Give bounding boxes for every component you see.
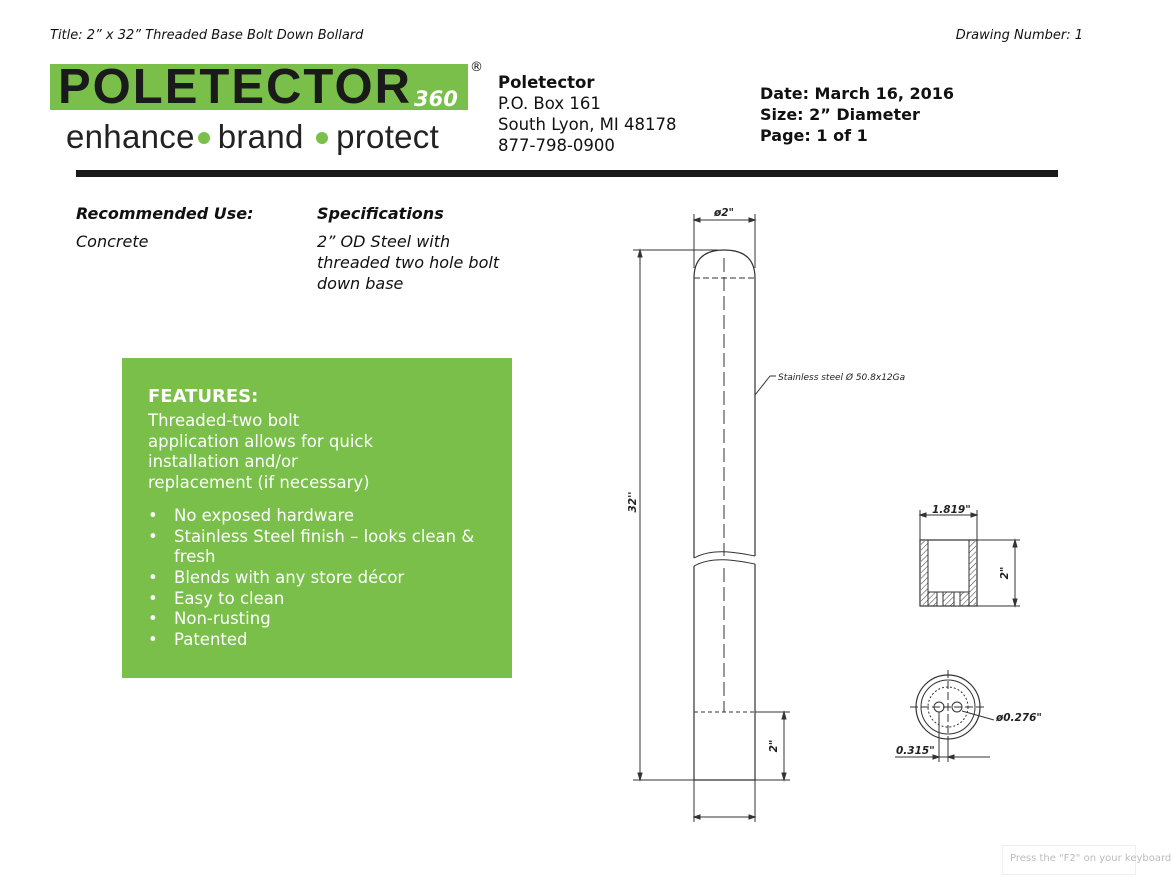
arrow-icon xyxy=(694,815,700,819)
feature-item: • Patented xyxy=(148,630,492,651)
spec-line-3: down base xyxy=(317,274,404,293)
insert-width-label: 1.819" xyxy=(932,504,971,516)
arrow-icon xyxy=(1013,599,1017,606)
address-line-1: P.O. Box 161 xyxy=(498,94,601,113)
features-intro-2: application allows for quick xyxy=(148,431,374,451)
spec-line-2: threaded two hole bolt xyxy=(317,253,500,272)
drawing-number: Drawing Number: 1 xyxy=(955,28,1083,43)
features-intro-3: installation and/or xyxy=(148,452,298,472)
insert-wall-left xyxy=(921,541,928,605)
arrow-icon xyxy=(638,773,642,780)
break-line-bottom xyxy=(694,560,755,566)
arrow-icon xyxy=(920,513,926,517)
spec-line-1: 2” OD Steel with xyxy=(317,232,451,251)
base-length-label: 2" xyxy=(768,739,780,753)
tagline-protect: protect xyxy=(336,118,440,155)
insert-section-view xyxy=(920,504,1020,606)
hole-offset-label: 0.315" xyxy=(896,745,935,757)
insert-plan-view xyxy=(895,670,1042,762)
feature-item: • No exposed hardware xyxy=(148,506,492,527)
features-intro-1: Threaded-two bolt xyxy=(148,411,300,430)
arrow-icon xyxy=(782,773,786,780)
length-label: 32'' xyxy=(627,491,639,513)
arrow-icon xyxy=(782,712,786,719)
bolt-hole-left xyxy=(937,592,943,606)
top-dia-label: ø2" xyxy=(714,207,734,219)
arrow-icon xyxy=(971,513,977,517)
feature-item: • Blends with any store décor xyxy=(148,568,492,589)
bollard-elevation xyxy=(627,207,905,822)
feature-item: • Easy to clean xyxy=(148,589,492,610)
material-callout: Stainless steel Ø 50.8x12Ga xyxy=(778,373,906,383)
drawing-page: Page: 1 of 1 xyxy=(760,126,868,145)
hole-dia-label: ø0.276" xyxy=(996,712,1042,724)
insert-wall-right xyxy=(969,541,976,605)
drawing-size: Size: 2” Diameter xyxy=(760,105,920,124)
tagline-enhance: enhance xyxy=(66,118,195,155)
arrow-icon xyxy=(638,250,642,257)
feature-item: • Stainless Steel finish – looks clean & fresh xyxy=(148,527,492,568)
arrow-icon xyxy=(749,815,755,819)
logo-wordmark: POLETECTOR xyxy=(58,60,412,114)
feature-item: • Non-rusting xyxy=(148,609,492,630)
arrow-icon xyxy=(749,218,755,222)
drawing-date: Date: March 16, 2016 xyxy=(760,84,955,103)
features-heading: FEATURES: xyxy=(148,386,259,407)
recommended-use-value: Concrete xyxy=(76,232,149,251)
company-name: Poletector xyxy=(498,73,595,92)
logo-360: 360 xyxy=(414,87,458,111)
recommended-use-heading: Recommended Use: xyxy=(76,204,254,223)
features-intro-4: replacement (if necessary) xyxy=(148,473,370,493)
company-phone: 877-798-0900 xyxy=(498,136,615,155)
specifications-heading: Specifications xyxy=(317,204,444,223)
address-line-2: South Lyon, MI 48178 xyxy=(498,115,677,134)
arrow-icon xyxy=(948,755,954,759)
arrow-icon xyxy=(1013,540,1017,547)
insert-base-plate xyxy=(928,592,969,606)
tagline-brand: brand xyxy=(217,118,304,155)
bolt-hole-right xyxy=(954,592,960,606)
arrow-icon xyxy=(694,218,700,222)
drawing-title: Title: 2” x 32” Threaded Base Bolt Down Bollard xyxy=(50,28,364,43)
insert-height-label: 2" xyxy=(999,566,1011,580)
keyboard-hint-overlay: Press the "F2" on your keyboard xyxy=(1002,845,1136,875)
registered-mark: ® xyxy=(470,60,483,75)
material-leader-line xyxy=(755,376,770,395)
